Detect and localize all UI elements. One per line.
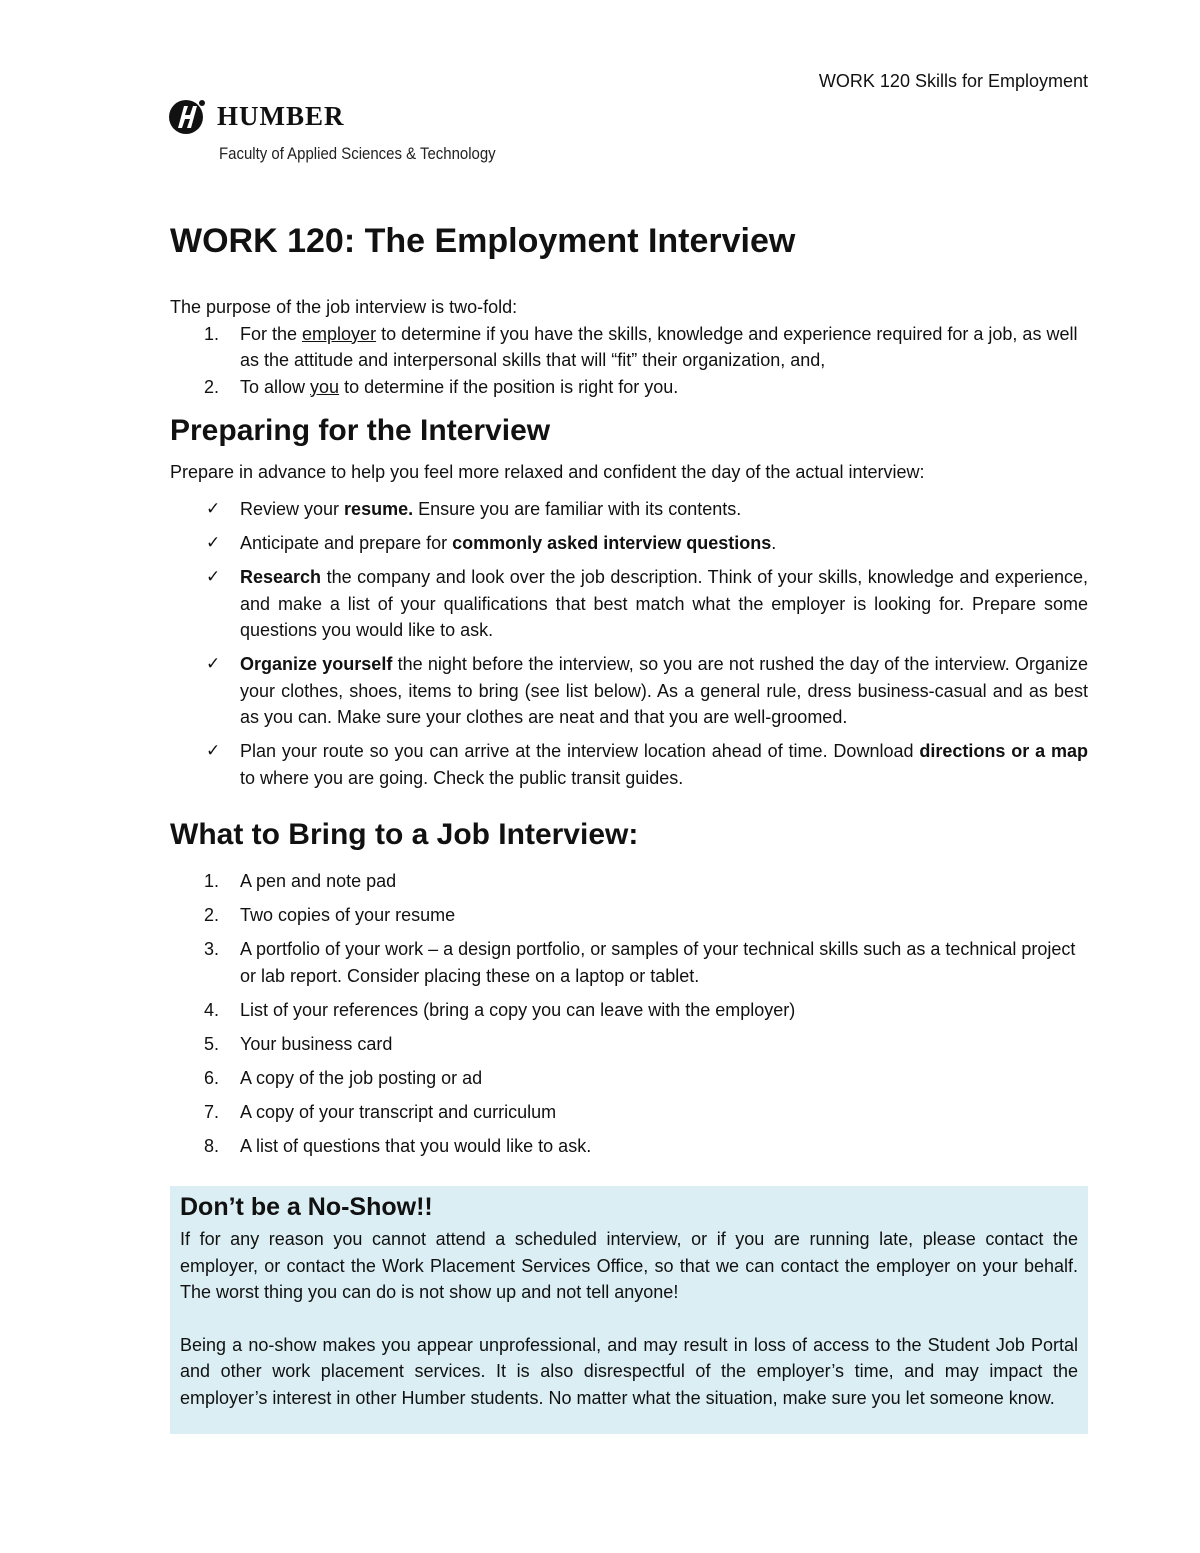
humber-logo (168, 97, 508, 169)
logo-faculty-line: Faculty of Applied Sciences & Technology (219, 144, 496, 163)
bring-list (170, 868, 1088, 1167)
logo-wordmark: HUMBER (217, 101, 345, 131)
callout-paragraph-2: Being a no-show makes you appear unprofessional, and may result in loss of access to the Student Job Portal and other work placement services. It is also disrespectful of the employer’s time, and may impact the employer’s interest in other Humber students. No matter what the situation, make sure you let someone know. (180, 1334, 1078, 1408)
intro-section (170, 294, 1088, 400)
callout-heading: Don’t be a No-Show!! (180, 1193, 433, 1221)
list-item: 6. A copy of the job posting or ad (204, 1067, 483, 1088)
checkmark-icon: ✓ (206, 499, 221, 519)
emphasis-employer: employer (302, 323, 377, 344)
checklist-item: ✓ Review your resume. Ensure you are familiar with its contents. (170, 496, 1088, 523)
checkmark-icon: ✓ (206, 567, 221, 587)
preparing-lead: Prepare in advance to help you feel more relaxed and confident the day of the actual interview: (170, 462, 925, 482)
checkmark-icon: ✓ (206, 741, 221, 761)
checklist-item: ✓ Anticipate and prepare for commonly asked interview questions. (170, 530, 1088, 557)
list-item: 2. To allow you to determine if the position is right for you. (204, 376, 679, 397)
list-item: 3. A portfolio of your work – a design portfolio, or samples of your technical skills such as a technical project or lab report. Consider placing these on a laptop or tablet. (204, 939, 1076, 986)
list-item: 8. A list of questions that you would like to ask. (204, 1135, 592, 1156)
list-item: 5. Your business card (204, 1033, 393, 1054)
intro-lead: The purpose of the job interview is two-fold: (170, 297, 518, 317)
heading-preparing: Preparing for the Interview (170, 414, 551, 447)
heading-what-to-bring: What to Bring to a Job Interview: (170, 818, 639, 851)
purpose-list (170, 321, 1088, 401)
page-title: WORK 120: The Employment Interview (170, 222, 796, 260)
emphasis-you: you (310, 376, 340, 397)
checkmark-icon: ✓ (206, 654, 221, 674)
humber-logo-icon (168, 97, 206, 135)
checklist-item: ✓ Research the company and look over the job description. Think of your skills, knowledge and experience, and make a list of your qualifications that best match what the employer is looking for. Prepare some questions you would like to ask. (170, 564, 1088, 644)
checklist-item: ✓ Plan your route so you can arrive at the interview location ahead of time. Download directions or a map to where you are going. Check the public transit guides. (170, 738, 1088, 791)
checklist-item: ✓ Organize yourself the night before the interview, so you are not rushed the day of the interview. Organize your clothes, shoes, items to bring (see list below). As a general rule, dress business-casual and as best as you can. Make sure your clothes are neat and that you are well-groomed. (170, 651, 1088, 731)
list-item: 4. List of your references (bring a copy you can leave with the employer) (204, 999, 796, 1020)
list-item: 1. A pen and note pad (204, 871, 397, 891)
list-item: 1. For the employer to determine if you have the skills, knowledge and experience required for a job, as well as the attitude and interpersonal skills that will “fit” their organization, and, (204, 323, 1078, 370)
list-item: 7. A copy of your transcript and curriculum (204, 1101, 557, 1122)
no-show-callout (170, 1186, 1088, 1434)
callout-paragraph-1: If for any reason you cannot attend a scheduled interview, or if you are running late, please contact the employer, or contact the Work Placement Services Office, so that we can contact the employer on your behalf. The worst thing you can do is not show up and not tell anyone! (180, 1229, 1078, 1302)
preparing-checklist (170, 496, 1088, 799)
list-item: 2. Two copies of your resume (204, 905, 456, 925)
checkmark-icon: ✓ (206, 533, 221, 553)
running-header: WORK 120 Skills for Employment (818, 71, 1088, 91)
